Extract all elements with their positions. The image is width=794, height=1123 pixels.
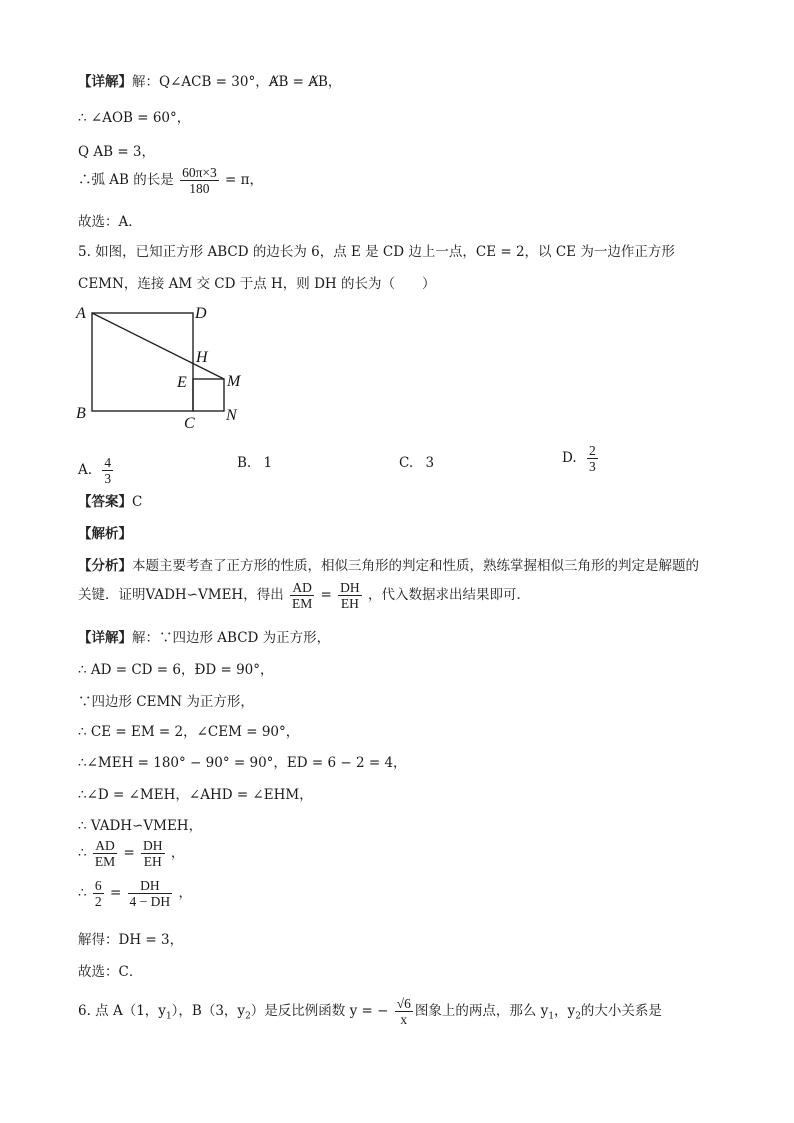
fraction-denominator: EM [292,596,313,611]
comma: ， [170,845,185,861]
answer-value: C [132,494,143,510]
q6-text-d: 图象上的两点，那么 y [414,1003,549,1019]
q6-text-f: 的大小关系是 [580,1003,662,1019]
q4-arc-text: ∴弧 AB 的长是 [78,172,174,188]
choice-c-letter: C. [399,455,414,471]
q5-stem-line1: 5. 如图，已知正方形 ABCD 的边长为 6，点 E 是 CD 边上一点，CE = 2，以 CE 为一边作正方形 [78,244,675,260]
q4-detail-line1 [78,70,341,90]
detail-label: 【详解】 [78,74,132,90]
fraction-numerator: DH [340,580,360,595]
subscript: 1 [548,1011,555,1022]
fenxi-fraction1 [290,580,314,611]
square-cemn [193,379,224,411]
detail-line3: ∵四边形 CEMN 为正方形， [78,694,254,710]
q5-choices [78,443,718,487]
answer-label: 【答案】 [78,494,132,510]
fraction-numerator: AD [93,838,117,854]
detail-text1: 解：∵四边形 ABCD 为正方形， [132,630,331,646]
choice-b-value: 1 [263,455,273,471]
subscript: 1 [165,1011,172,1022]
detail-line1 [78,626,330,646]
q4-detail-text1: 解：Q∠ACB = 30°，ȺB = ȺB， [132,74,342,90]
q6-stem [78,996,662,1027]
q4-detail-line2: ∴ ∠AOB = 60°， [78,110,191,126]
choice-a [78,455,115,486]
detail-line2: ∴ AD = CD = 6，ÐD = 90°， [78,662,274,678]
fenxi-text2b: ，代入数据求出结果即可． [367,587,530,603]
label-e: E [177,374,187,391]
detail-fraction4 [128,878,173,909]
fraction-denominator: 180 [189,181,210,196]
label-c: C [184,415,195,432]
segment-am [92,313,224,379]
fraction-numerator: DH [128,878,173,894]
fraction-denominator: 3 [104,471,112,486]
equals-sign: = [109,885,122,901]
detail-fraction3 [93,878,104,909]
fraction-denominator: 4 − DH [129,894,171,909]
detail-line5: ∴∠MEH = 180° − 90° = 90°，ED = 6 − 2 = 4， [78,755,407,771]
q4-detail-line3: Q AB = 3， [78,144,156,160]
detail-line7: ∴ VADH∽VMEH， [78,818,203,834]
detail-line8 [78,838,184,869]
q6-text-a: 6. 点 A（1，y [78,1003,166,1019]
fenxi-line2 [78,580,530,611]
detail-line10: 解得：DH = 3， [78,932,184,948]
q5-stem-line2: CEMN，连接 AM 交 CD 于点 H，则 DH 的长为（ ） [78,276,436,292]
fenxi-line1 [78,554,699,574]
detail-label: 【详解】 [78,630,132,646]
label-d: D [195,305,207,322]
fenxi-fraction2 [338,580,362,611]
fraction-denominator: 2 [94,894,102,909]
fenxi-text2a: 关键．证明VADH∽VMEH，得出 [78,587,284,603]
choice-d-fraction [587,443,598,474]
detail-line9 [78,878,192,909]
fraction-numerator: DH [143,838,163,853]
q4-arc-fraction [180,165,219,196]
detail-line4: ∴ CE = EM = 2，∠CEM = 90°， [78,724,300,740]
equals-sign: = [123,845,135,861]
q6-text-c: ）是反比例函数 y = − [250,1003,389,1019]
detail-fraction2 [141,838,165,869]
choice-d [562,443,600,474]
choice-c-value: 3 [425,455,435,471]
q6-text-b: ），B（3，y [171,1003,246,1019]
comma: ， [178,885,192,901]
equals-sign: = [320,587,332,603]
q4-detail-line4 [78,165,263,196]
detail-line11: 故选：C． [78,964,143,980]
detail-line6: ∴∠D = ∠MEH，∠AHD = ∠EHM， [78,787,313,803]
fraction-numerator: 60π×3 [182,165,217,180]
fraction-denominator: x [400,1012,408,1027]
fraction-numerator: 2 [588,443,596,458]
label-n: N [226,407,237,424]
q6-text-e: ，y [554,1003,576,1019]
fraction-numerator: 4 [104,455,112,470]
fraction-denominator: 3 [588,459,596,474]
q6-fraction [395,996,413,1027]
label-m: M [227,373,241,390]
choice-b [237,455,272,471]
therefore-symbol: ∴ [78,885,87,901]
fraction-numerator: √6 [396,996,411,1011]
detail-fraction1 [93,838,117,869]
fraction-denominator: EH [340,596,359,611]
therefore-symbol: ∴ [78,845,87,861]
choice-c [399,455,434,471]
q4-conclusion: 故选：A． [78,214,142,230]
analysis-label: 【解析】 [78,526,132,542]
q5-geometry-figure [72,300,272,435]
label-b: B [76,405,86,422]
fenxi-label: 【分析】 [78,558,132,574]
fraction-numerator: AD [290,580,314,596]
fraction-numerator: 6 [94,878,102,893]
subscript: 2 [245,1011,251,1022]
choice-a-letter: A. [78,462,93,478]
choice-d-letter: D. [562,450,577,466]
answer-line [78,490,142,510]
label-h: H [196,349,208,366]
square-abcd [92,313,193,411]
fraction-denominator: EM [94,854,116,869]
label-a: A [76,305,86,322]
q4-arc-result: = π， [225,172,264,188]
subscript: 2 [575,1011,581,1022]
choice-a-fraction [102,455,113,486]
choice-b-letter: B. [237,455,252,471]
fenxi-text1: 本题主要考查了正方形的性质，相似三角形的判定和性质，熟练掌握相似三角形的判定是解题的 [132,558,699,574]
fraction-denominator: EH [143,854,162,869]
